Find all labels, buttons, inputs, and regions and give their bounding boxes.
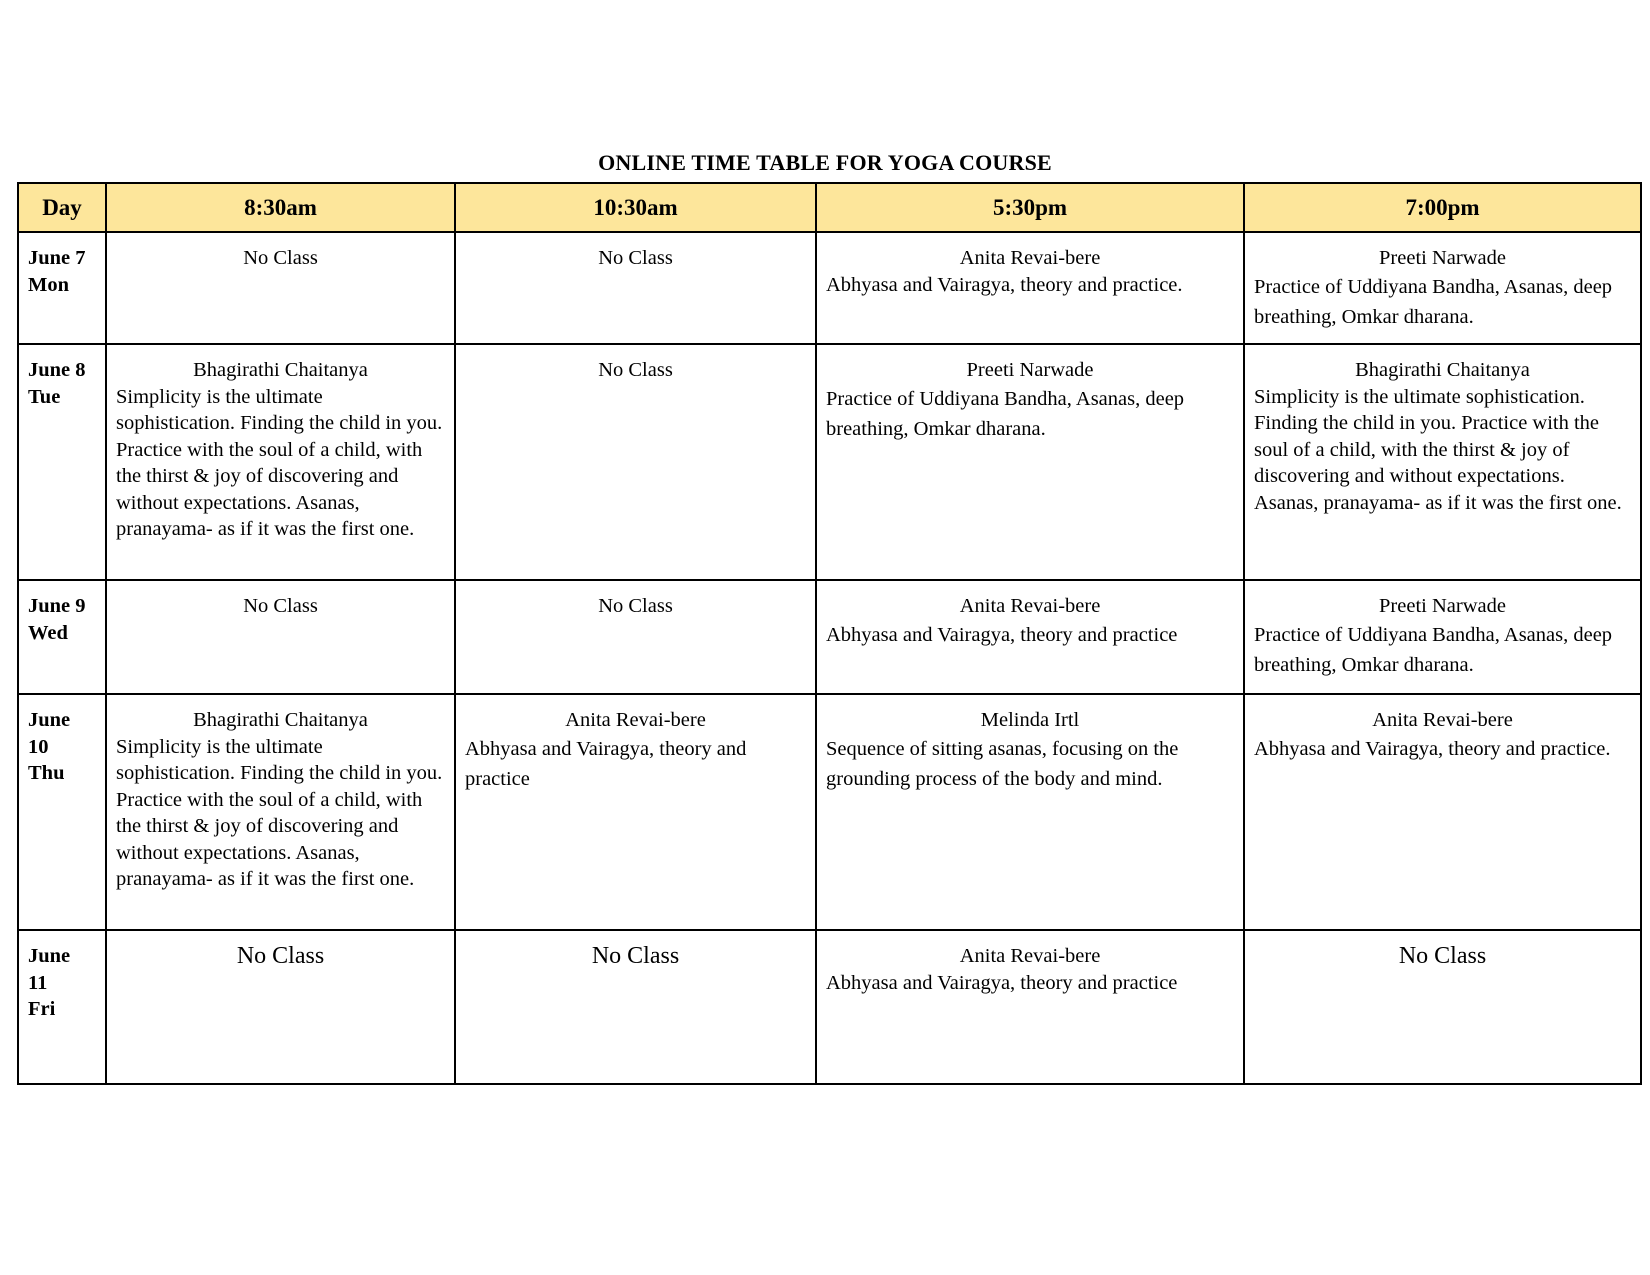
table-row	[18, 344, 1641, 580]
day-date: June	[28, 945, 71, 967]
column-header-530pm: 5:30pm	[816, 183, 1244, 232]
day-cell	[18, 694, 106, 930]
no-class-label: No Class	[591, 943, 680, 969]
day-weekday: Tue	[28, 385, 61, 408]
session-description: Practice of Uddiyana Bandha, Asanas, deep breathing, Omkar dharana.	[826, 387, 1185, 440]
no-class-label: No Class	[1398, 943, 1487, 969]
session-description: Practice of Uddiyana Bandha, Asanas, deep breathing, Omkar dharana.	[1254, 275, 1613, 328]
session-cell	[1244, 344, 1641, 580]
session-description: Abhyasa and Vairagya, theory and practice	[826, 971, 1178, 994]
table-row	[18, 580, 1641, 694]
session-cell	[1244, 930, 1641, 1084]
session-cell	[455, 580, 816, 694]
teacher-name: Anita Revai-bere	[959, 595, 1101, 617]
session-cell	[1244, 580, 1641, 694]
day-weekday: Thu	[28, 762, 65, 784]
no-class-label: No Class	[243, 247, 318, 269]
session-cell	[455, 694, 816, 930]
day-cell	[18, 930, 106, 1084]
session-cell	[106, 694, 455, 930]
teacher-name: Anita Revai-bere	[1372, 709, 1513, 731]
column-header-day: Day	[18, 183, 106, 232]
session-cell	[816, 232, 1244, 344]
session-description: Simplicity is the ultimate sophistication. Finding the child in you. Practice with the soul of a child, with the thirst & joy of discovering and without expectations. Asanas, pranayama- as if it was the first one.	[116, 735, 443, 890]
table-row	[18, 694, 1641, 930]
day-cell	[18, 232, 106, 344]
teacher-name: Preeti Narwade	[1379, 595, 1506, 617]
session-cell	[816, 930, 1244, 1084]
session-cell	[1244, 232, 1641, 344]
day-number: 11	[28, 971, 48, 994]
no-class-label: No Class	[598, 595, 673, 617]
teacher-name: Anita Revai-bere	[959, 945, 1101, 967]
session-description: Sequence of sitting asanas, focusing on the grounding process of the body and mind.	[826, 737, 1179, 790]
no-class-label: No Class	[243, 595, 318, 617]
no-class-label: No Class	[236, 943, 325, 969]
day-date: June	[28, 709, 71, 731]
day-number: 10	[28, 735, 49, 758]
column-header-1030am: 10:30am	[455, 183, 816, 232]
session-cell	[455, 344, 816, 580]
session-description: Abhyasa and Vairagya, theory and practice	[826, 623, 1178, 646]
teacher-name: Anita Revai-bere	[959, 247, 1101, 269]
session-cell	[816, 344, 1244, 580]
session-cell	[106, 344, 455, 580]
day-weekday: Mon	[28, 273, 69, 296]
day-cell	[18, 344, 106, 580]
session-cell	[455, 930, 816, 1084]
teacher-name: Melinda Irtl	[980, 709, 1080, 731]
session-description: Abhyasa and Vairagya, theory and practice	[465, 737, 747, 790]
session-cell	[106, 580, 455, 694]
header-row	[18, 183, 1641, 232]
teacher-name: Preeti Narwade	[966, 359, 1094, 381]
day-weekday: Fri	[28, 998, 56, 1020]
teacher-name: Bhagirathi Chaitanya	[193, 359, 368, 381]
session-description: Abhyasa and Vairagya, theory and practice.	[1254, 737, 1611, 760]
no-class-label: No Class	[598, 247, 673, 269]
session-cell	[455, 232, 816, 344]
table-row	[18, 232, 1641, 344]
table-row	[18, 930, 1641, 1084]
session-cell	[816, 694, 1244, 930]
day-cell	[18, 580, 106, 694]
session-description: Abhyasa and Vairagya, theory and practice.	[826, 273, 1183, 296]
column-header-830am: 8:30am	[106, 183, 455, 232]
teacher-name: Bhagirathi Chaitanya	[193, 709, 368, 731]
timetable	[17, 182, 1642, 1085]
column-header-700pm: 7:00pm	[1244, 183, 1641, 232]
day-date: June 9	[28, 595, 86, 617]
session-cell	[106, 930, 455, 1084]
session-description: Simplicity is the ultimate sophistication. Finding the child in you. Practice with the soul of a child, with the thirst & joy of discovering and without expectations. Asanas, pranayama- as if it was the first one.	[116, 385, 443, 540]
page-title: ONLINE TIME TABLE FOR YOGA COURSE	[598, 150, 1052, 175]
session-description: Practice of Uddiyana Bandha, Asanas, deep breathing, Omkar dharana.	[1254, 623, 1613, 676]
teacher-name: Bhagirathi Chaitanya	[1355, 359, 1530, 381]
session-cell	[816, 580, 1244, 694]
teacher-name: Preeti Narwade	[1379, 247, 1506, 269]
session-description: Simplicity is the ultimate sophistication. Finding the child in you. Practice with the soul of a child, with the thirst & joy of discovering and without expectations. Asanas, pranayama- as if it was the first one.	[1254, 385, 1622, 514]
teacher-name: Anita Revai-bere	[565, 709, 706, 731]
day-date: June 7	[28, 247, 86, 269]
no-class-label: No Class	[598, 359, 673, 381]
day-date: June 8	[28, 359, 86, 381]
session-cell	[106, 232, 455, 344]
day-weekday: Wed	[28, 621, 68, 644]
session-cell	[1244, 694, 1641, 930]
